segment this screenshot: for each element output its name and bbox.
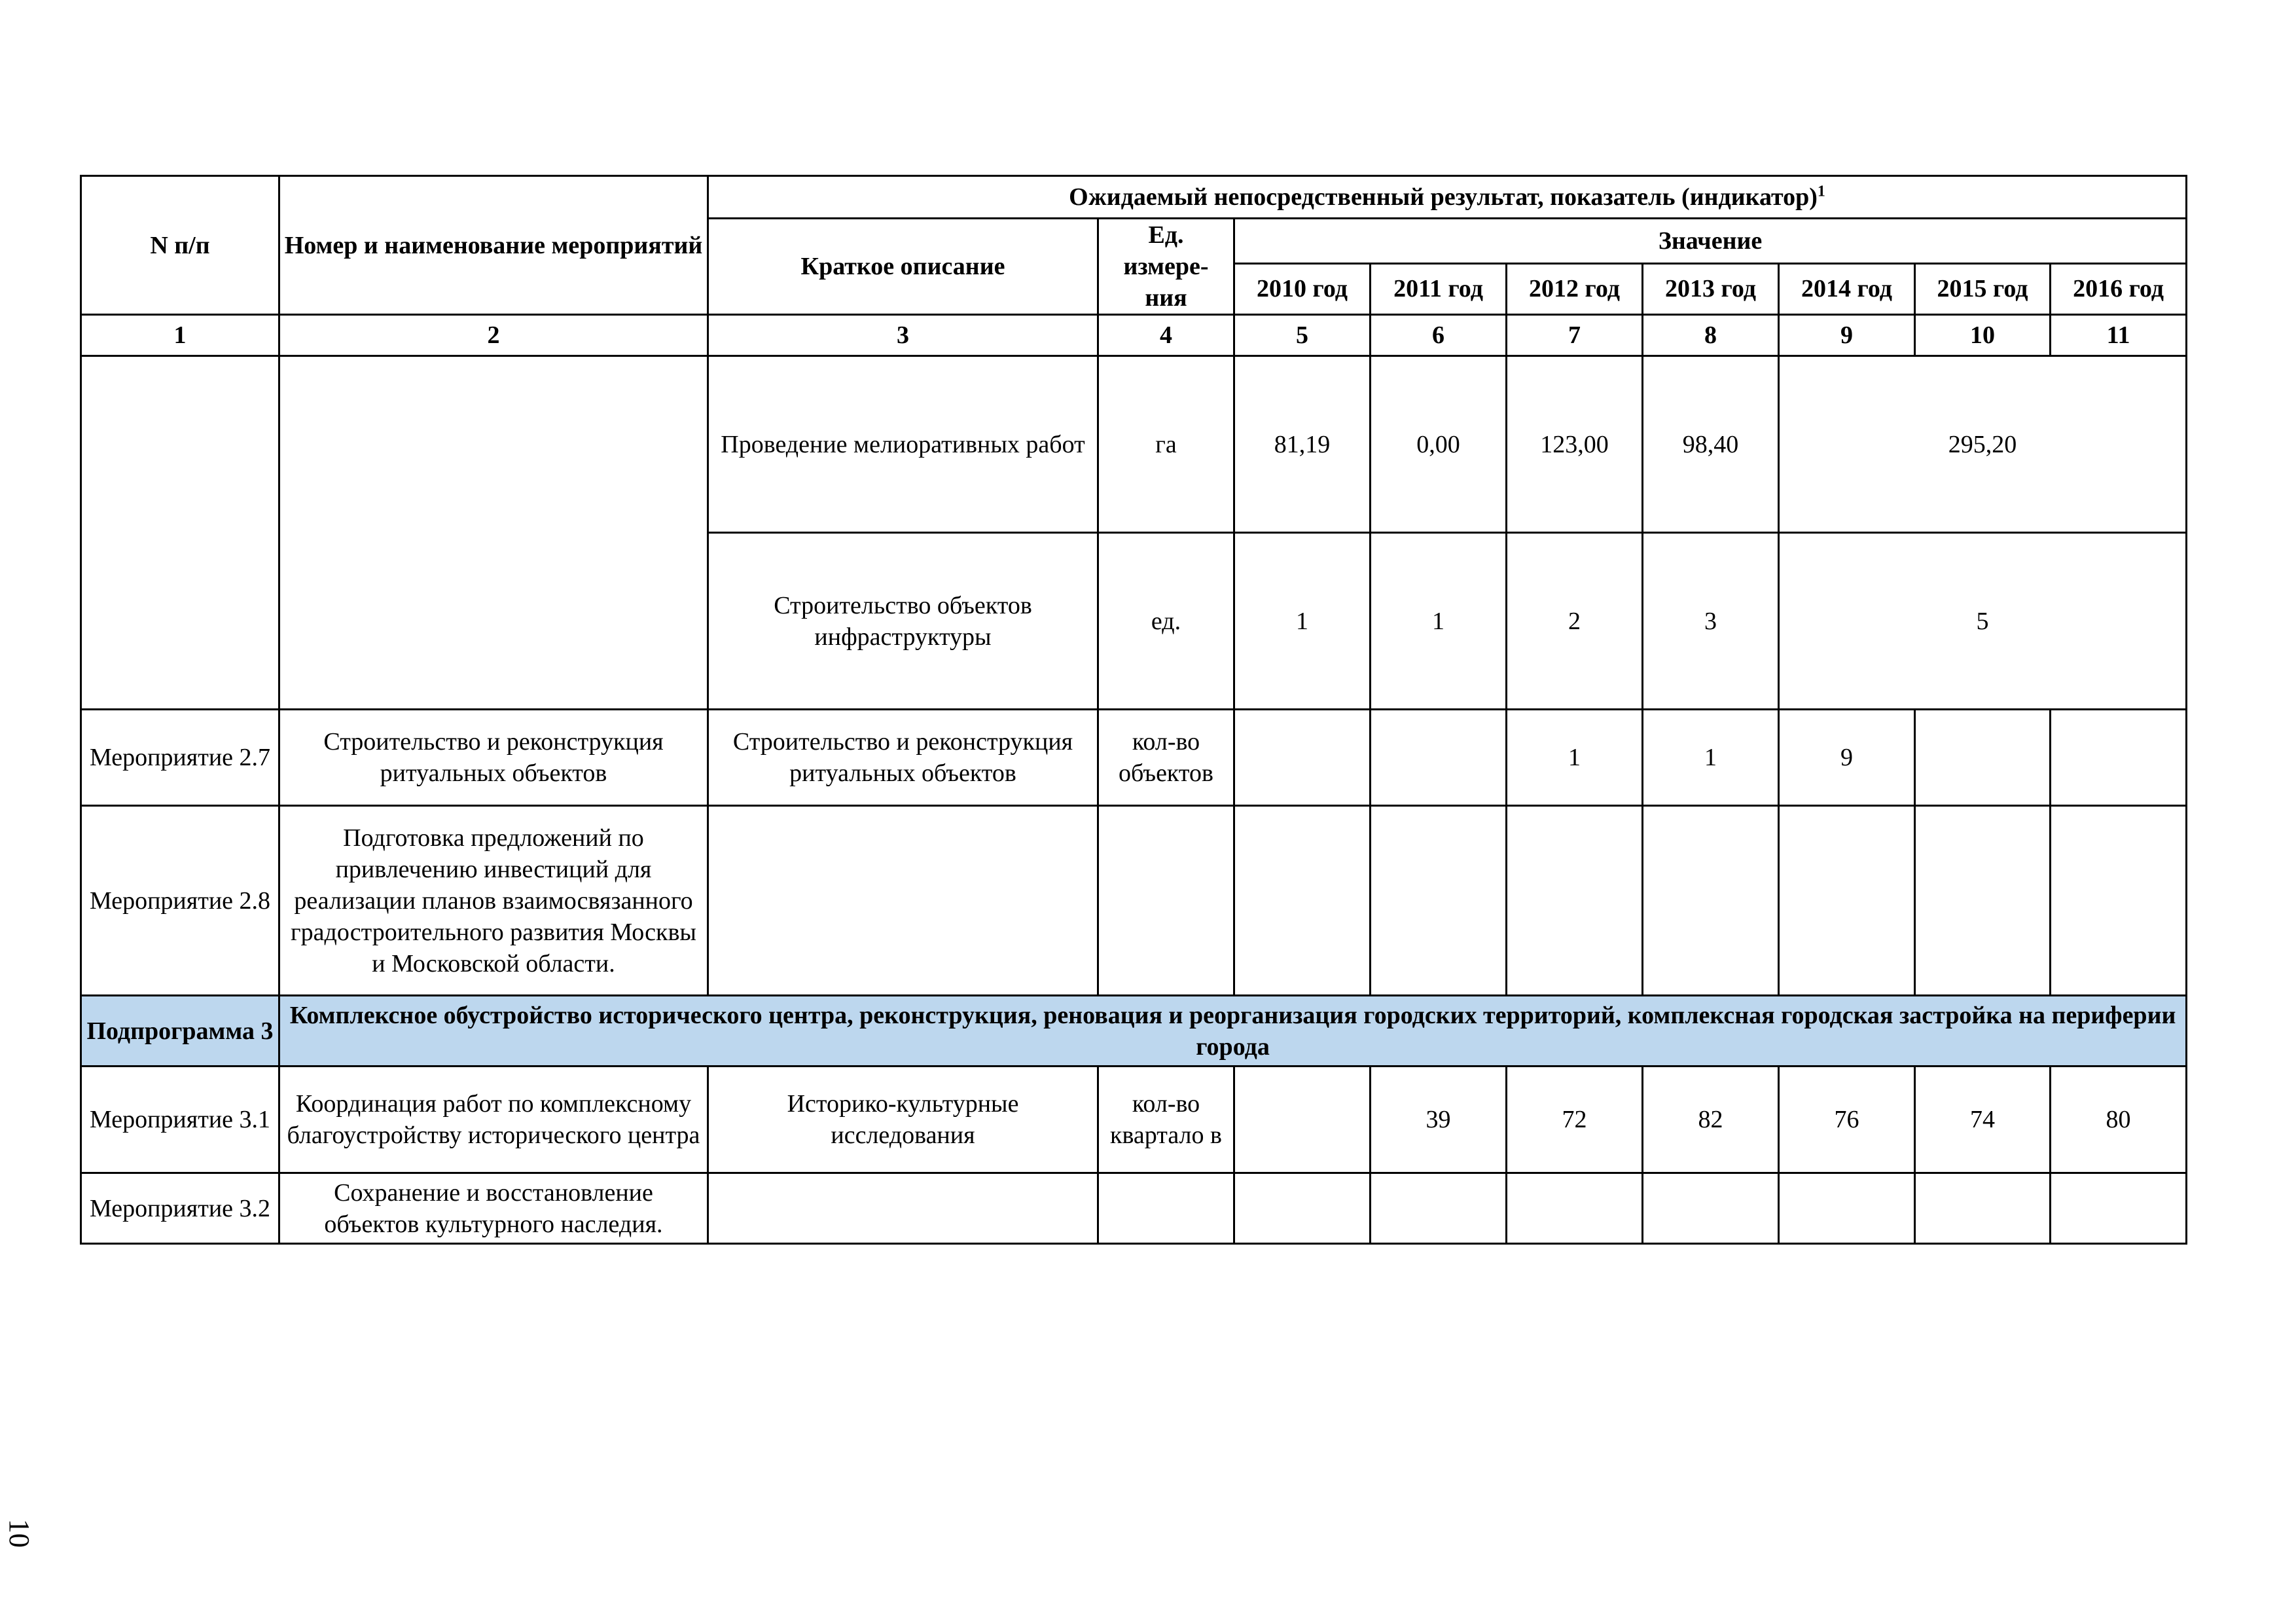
value-cell [1371, 1173, 1507, 1244]
row-name: Подготовка предложений по привлечению инвестиций для реализации планов взаимосвязанного градостроительного развития Москвы и Московской области. [279, 806, 708, 996]
value-cell [2051, 710, 2187, 806]
value-cell [1643, 806, 1779, 996]
table-row [81, 356, 2187, 533]
indicators-table [80, 175, 2187, 1245]
row-unit [1098, 806, 1234, 996]
value-cell [1234, 1067, 1371, 1173]
value-cell [1234, 710, 1371, 806]
page-number: 10 [3, 1519, 35, 1548]
col-number: 3 [708, 315, 1098, 356]
row-num: Мероприятие 3.2 [81, 1173, 279, 1244]
value-cell: 3 [1643, 533, 1779, 710]
col-number: 2 [279, 315, 708, 356]
value-cell [1915, 1173, 2051, 1244]
value-cell: 80 [2051, 1067, 2187, 1173]
row-unit: ед. [1098, 533, 1234, 710]
value-cell [1915, 806, 2051, 996]
header-desc: Краткое описание [708, 219, 1098, 315]
col-number: 8 [1643, 315, 1779, 356]
subprogram-name: Комплексное обустройство исторического центра, реконструкция, реновация и реорганизация городских территорий, комплексная городская застройка на периферии города [279, 996, 2187, 1067]
header-unit: Ед. измере-ния [1098, 219, 1234, 315]
value-cell: 123,00 [1507, 356, 1643, 533]
value-cell [2051, 806, 2187, 996]
value-cell: 295,20 [1779, 356, 2187, 533]
header-year: 2010 год [1234, 263, 1371, 314]
col-number: 5 [1234, 315, 1371, 356]
value-cell: 2 [1507, 533, 1643, 710]
header-value: Значение [1234, 219, 2187, 264]
value-cell [1371, 710, 1507, 806]
value-cell [1779, 806, 1915, 996]
footnote-mark: 1 [1817, 183, 1825, 200]
empty-cell [81, 356, 279, 710]
value-cell: 1 [1371, 533, 1507, 710]
value-cell: 39 [1371, 1067, 1507, 1173]
row-desc: Историко-культурные исследования [708, 1067, 1098, 1173]
value-cell: 76 [1779, 1067, 1915, 1173]
header-expected: Ожидаемый непосредственный результат, показатель (индикатор)$^1$ [708, 176, 2187, 219]
row-unit [1098, 1173, 1234, 1244]
header-year: 2011 год [1371, 263, 1507, 314]
header-name: Номер и наименование мероприятий [279, 176, 708, 315]
value-cell [2051, 1173, 2187, 1244]
empty-cell [279, 356, 708, 710]
value-cell: 0,00 [1371, 356, 1507, 533]
header-num: N п/п [81, 176, 279, 315]
col-number: 11 [2051, 315, 2187, 356]
header-year: 2013 год [1643, 263, 1779, 314]
value-cell [1915, 710, 2051, 806]
col-number: 9 [1779, 315, 1915, 356]
subprogram-num: Подпрограмма 3 [81, 996, 279, 1067]
header-year: 2016 год [2051, 263, 2187, 314]
header-year: 2015 год [1915, 263, 2051, 314]
value-cell: 1 [1507, 710, 1643, 806]
subprogram-row [81, 996, 2187, 1067]
value-cell [1507, 1173, 1643, 1244]
header-year: 2014 год [1779, 263, 1915, 314]
row-desc: Строительство и реконструкция ритуальных объектов [708, 710, 1098, 806]
col-number: 7 [1507, 315, 1643, 356]
value-cell [1371, 806, 1507, 996]
value-cell [1507, 806, 1643, 996]
row-desc [708, 1173, 1098, 1244]
value-cell [1779, 1173, 1915, 1244]
value-cell [1643, 1173, 1779, 1244]
row-name: Строительство и реконструкция ритуальных объектов [279, 710, 708, 806]
value-cell: 82 [1643, 1067, 1779, 1173]
value-cell: 98,40 [1643, 356, 1779, 533]
row-unit: га [1098, 356, 1234, 533]
col-number: 4 [1098, 315, 1234, 356]
row-name: Координация работ по комплексному благоустройству исторического центра [279, 1067, 708, 1173]
header-year: 2012 год [1507, 263, 1643, 314]
value-cell: 74 [1915, 1067, 2051, 1173]
table-row [81, 1067, 2187, 1173]
row-unit: кол-во квартало в [1098, 1067, 1234, 1173]
row-desc [708, 806, 1098, 996]
table-row [81, 1173, 2187, 1244]
row-num: Мероприятие 3.1 [81, 1067, 279, 1173]
value-cell: 1 [1234, 533, 1371, 710]
col-number: 10 [1915, 315, 2051, 356]
row-unit: кол-во объектов [1098, 710, 1234, 806]
row-desc: Строительство объектов инфраструктуры [708, 533, 1098, 710]
value-cell: 9 [1779, 710, 1915, 806]
table-row [81, 806, 2187, 996]
row-num: Мероприятие 2.8 [81, 806, 279, 996]
value-cell: 1 [1643, 710, 1779, 806]
value-cell: 81,19 [1234, 356, 1371, 533]
col-number: 1 [81, 315, 279, 356]
table-row [81, 710, 2187, 806]
value-cell [1234, 1173, 1371, 1244]
value-cell: 5 [1779, 533, 2187, 710]
row-num: Мероприятие 2.7 [81, 710, 279, 806]
row-name: Сохранение и восстановление объектов культурного наследия. [279, 1173, 708, 1244]
row-desc: Проведение мелиоративных работ [708, 356, 1098, 533]
value-cell: 72 [1507, 1067, 1643, 1173]
col-number: 6 [1371, 315, 1507, 356]
value-cell [1234, 806, 1371, 996]
